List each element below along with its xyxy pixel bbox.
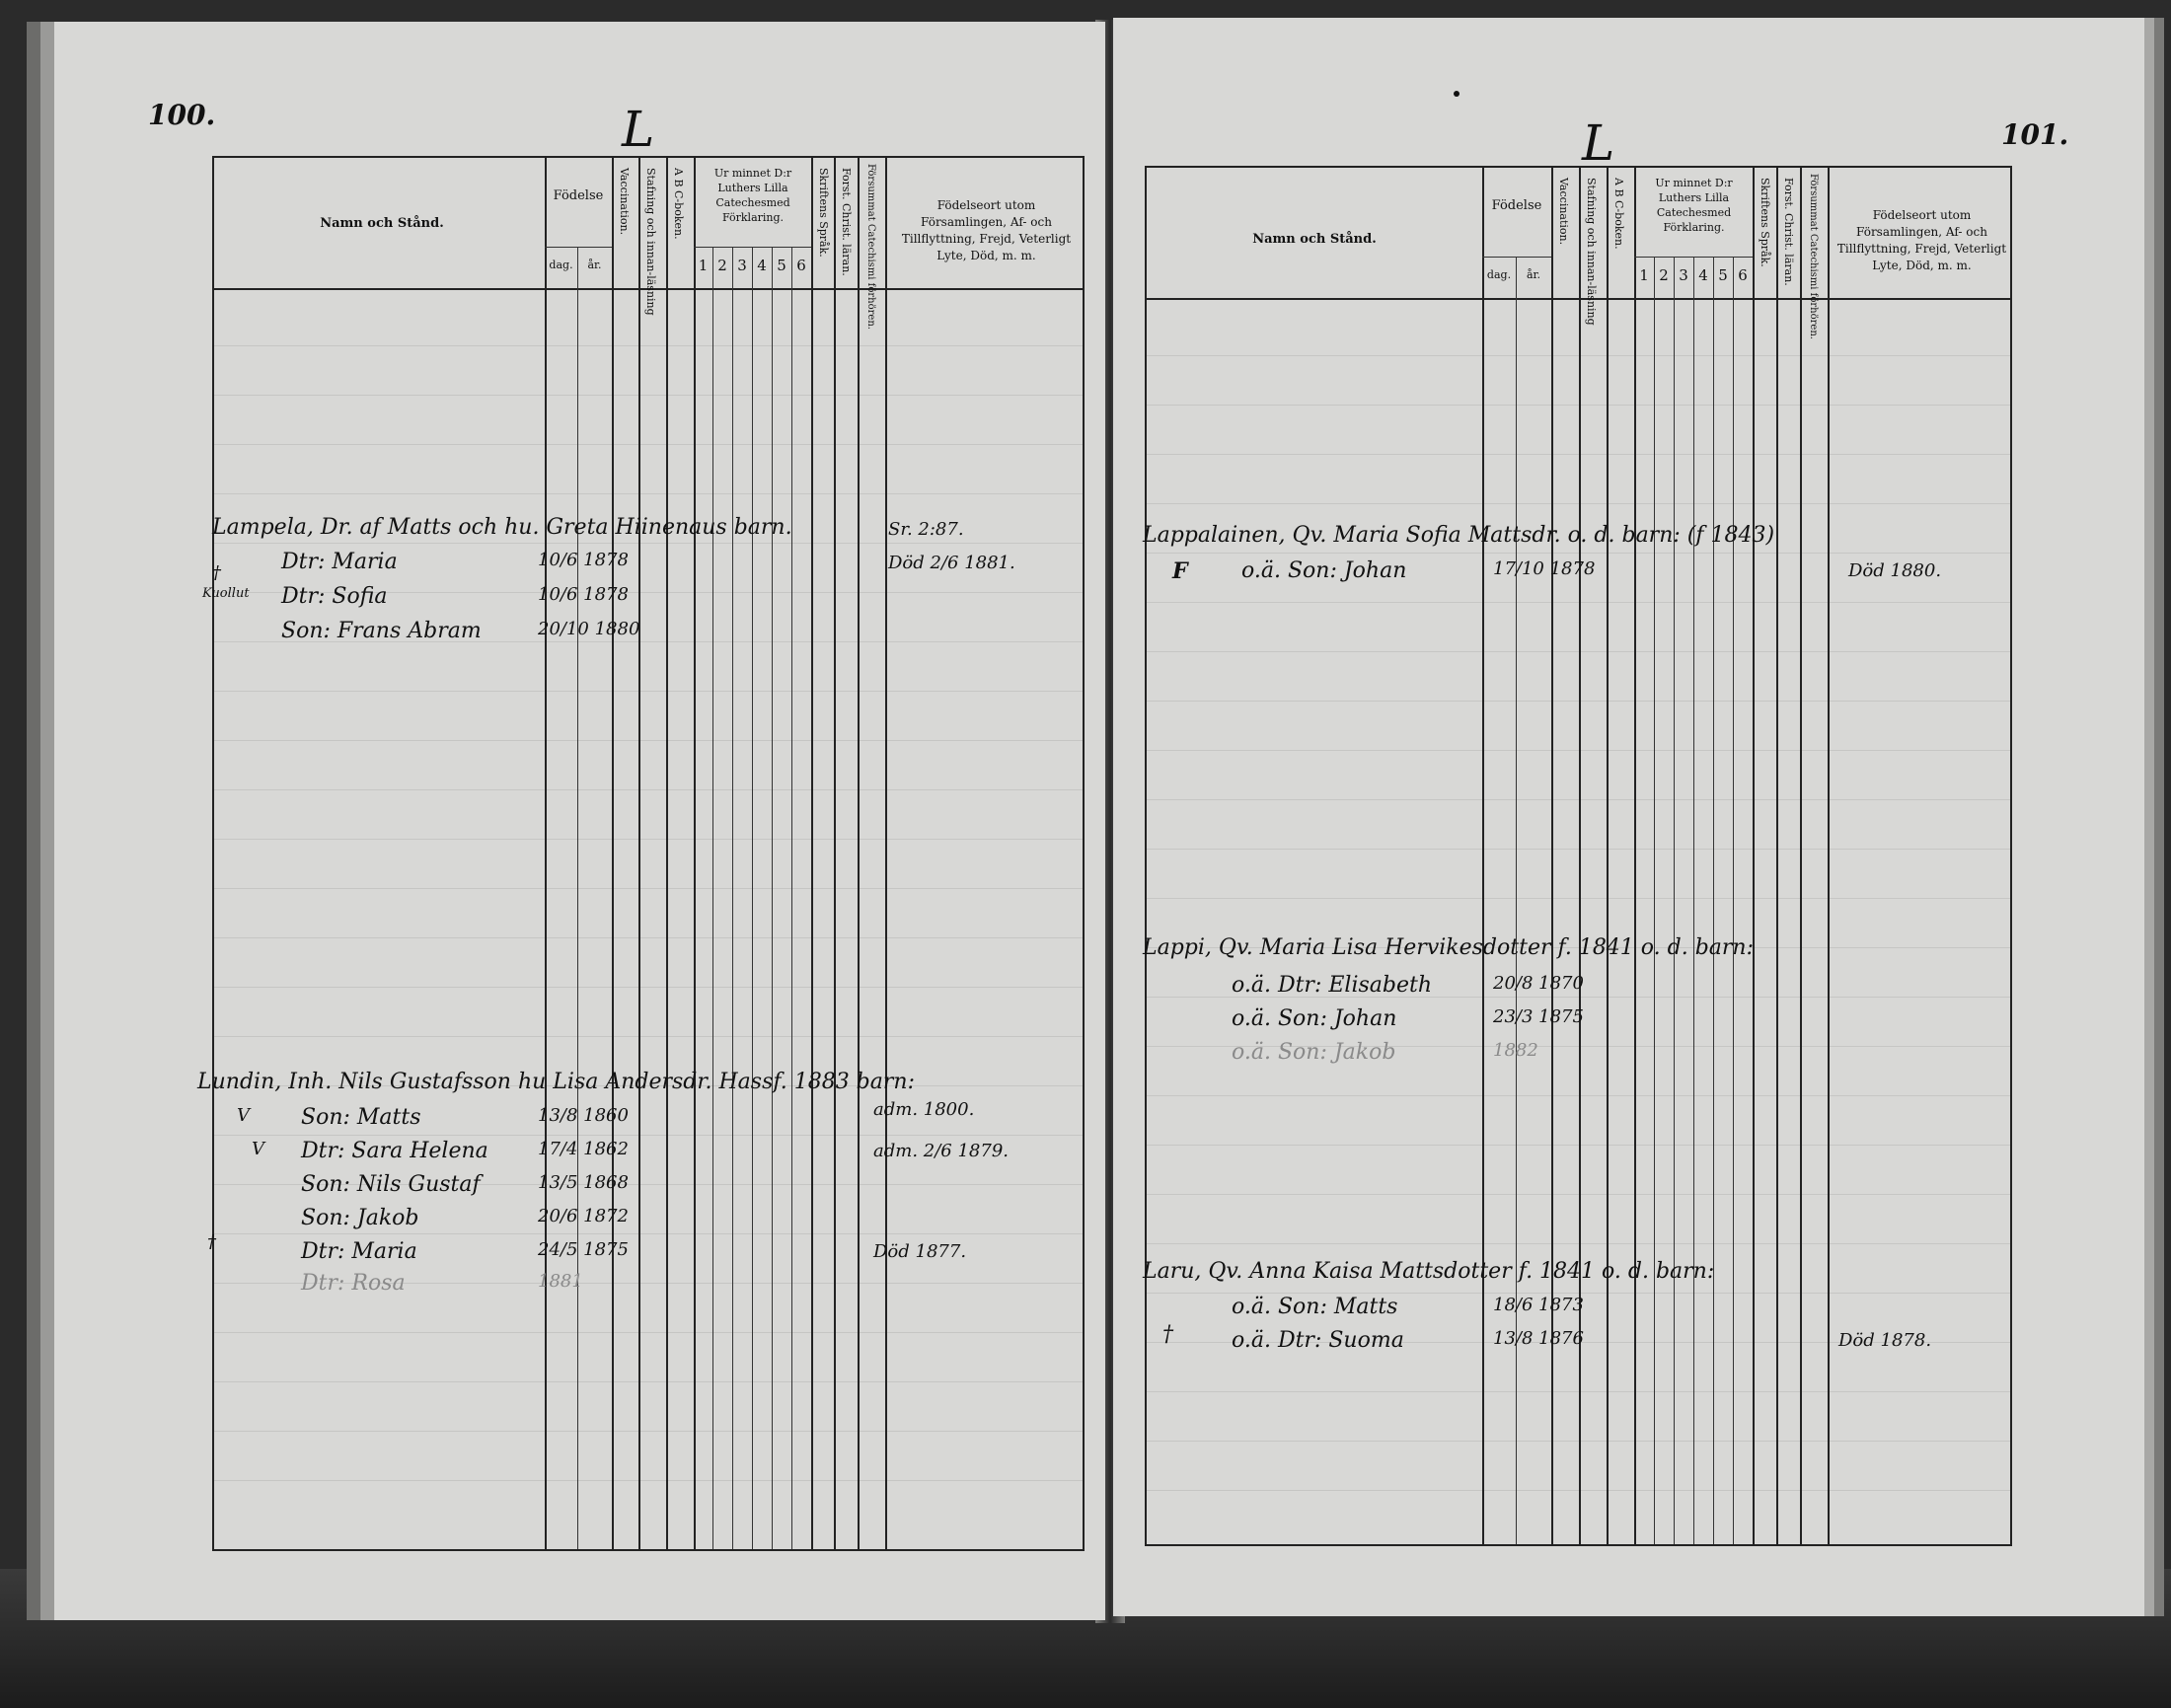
entry-dates: 20/8 1870 xyxy=(1493,973,1584,994)
header-christian: Forst. Christ. läran. xyxy=(1782,178,1795,286)
cat-num: 5 xyxy=(777,257,786,274)
header-neglect: Försummat Catechismi förhören. xyxy=(865,164,876,330)
entry-family-head: Laru, Qv. Anna Kaisa Mattsdotter f. 1841 o. d. barn: xyxy=(1143,1259,1715,1284)
margin-mark: V xyxy=(252,1139,264,1159)
entry-note: Sr. 2:87. xyxy=(888,519,964,540)
header-vaccination: Vaccination. xyxy=(1557,178,1570,246)
entry-member: o.ä. Son: Johan xyxy=(1241,558,1407,583)
header-reading: Stafning och innan-läsning xyxy=(1585,178,1598,326)
header-neglect: Försummat Catechismi förhören. xyxy=(1808,174,1819,339)
cat-num: 3 xyxy=(737,257,747,274)
cat-num: 4 xyxy=(1698,266,1708,284)
header-birth-day: dag. xyxy=(549,259,573,271)
cat-num: 1 xyxy=(1639,266,1649,284)
cat-num: 4 xyxy=(757,257,767,274)
section-letter: L xyxy=(622,101,655,158)
entry-member: Dtr: Rosa xyxy=(301,1271,406,1296)
header-notes: Födelseort utom Församlingen, Af- och Tillflyttning, Frejd, Veterligt Lyte, Död, m. m. xyxy=(901,198,1072,262)
entry-dates: 24/5 1875 xyxy=(538,1239,629,1260)
margin-mark: F xyxy=(1172,558,1188,584)
entry-family-head: Lampela, Dr. af Matts och hu. Greta Hiinenaus barn. xyxy=(212,515,792,540)
entry-dates: 1882 xyxy=(1493,1040,1538,1061)
catechism-numbers xyxy=(1634,266,1753,284)
entry-member: Dtr: Maria xyxy=(281,550,398,574)
header-birth-year: år. xyxy=(1526,268,1541,281)
entry-member: Dtr: Maria xyxy=(301,1239,417,1264)
right-page xyxy=(1113,18,2144,1616)
cat-num: 3 xyxy=(1679,266,1688,284)
margin-mark: † xyxy=(212,562,221,583)
entry-note: Död 1877. xyxy=(873,1241,967,1262)
entry-dates: 13/5 1868 xyxy=(538,1172,629,1193)
left-page xyxy=(54,22,1105,1620)
page-number: 100. xyxy=(148,99,216,131)
register-table xyxy=(212,156,1085,1551)
cat-num: 6 xyxy=(1738,266,1748,284)
entry-note: adm. 1800. xyxy=(873,1099,975,1120)
entry-dates: 17/10 1878 xyxy=(1493,558,1596,579)
entry-dates: 10/6 1878 xyxy=(538,550,629,570)
header-scripture: Skriftens Språk. xyxy=(1759,178,1771,267)
margin-mark: V xyxy=(237,1105,250,1126)
header-birth-day: dag. xyxy=(1486,268,1512,281)
entry-family-head: Lappalainen, Qv. Maria Sofia Mattsdr. o. d. barn: (f 1843) xyxy=(1143,523,1775,548)
header-vaccination: Vaccination. xyxy=(618,168,631,236)
entry-dates: 20/6 1872 xyxy=(538,1206,629,1226)
header-catechism: Ur minnet D:r Luthers Lilla Catechesmed Förklaring. xyxy=(1655,177,1733,234)
header-notes: Födelseort utom Församlingen, Af- och Tillflyttning, Frejd, Veterligt Lyte, Död, m. m. xyxy=(1836,208,2007,272)
header-abc: A B C-boken. xyxy=(1612,178,1625,250)
margin-mark: † xyxy=(207,1231,216,1252)
header-birth-year: år. xyxy=(587,259,602,271)
entry-dates: 20/10 1880 xyxy=(538,619,640,639)
entry-note: Död 1878. xyxy=(1838,1330,1932,1351)
entry-note: Död 2/6 1881. xyxy=(888,553,1015,573)
entry-member: o.ä. Son: Johan xyxy=(1232,1006,1397,1031)
entry-member: Dtr: Sofia xyxy=(281,584,388,609)
entry-dates: 1881 xyxy=(538,1271,583,1292)
entry-note: Död 1880. xyxy=(1848,560,1942,581)
entry-member: o.ä. Dtr: Elisabeth xyxy=(1232,973,1433,998)
header-catechism: Ur minnet D:r Luthers Lilla Catechesmed Förklaring. xyxy=(713,167,792,224)
cat-num: 6 xyxy=(796,257,806,274)
entry-dates: 13/8 1876 xyxy=(1493,1328,1584,1349)
entry-dates: 23/3 1875 xyxy=(1493,1006,1584,1027)
header-name: Namn och Stånd. xyxy=(320,216,444,231)
cat-num: 2 xyxy=(1659,266,1669,284)
page-number: 101. xyxy=(2001,118,2069,151)
cat-num: 1 xyxy=(698,257,709,274)
header-name: Namn och Stånd. xyxy=(1252,232,1377,247)
cat-num: 2 xyxy=(717,257,727,274)
margin-mark: † xyxy=(1162,1322,1173,1347)
header-christian: Forst. Christ. läran. xyxy=(840,168,853,276)
entry-member: Son: Frans Abram xyxy=(281,619,482,643)
cat-num: 5 xyxy=(1718,266,1728,284)
ink-dot xyxy=(1454,91,1460,97)
entry-dates: 10/6 1878 xyxy=(538,584,629,605)
catechism-numbers xyxy=(694,257,811,274)
entry-member: Son: Nils Gustaf xyxy=(301,1172,481,1197)
entry-family-head: Lappi, Qv. Maria Lisa Hervikesdotter f. 1841 o. d. barn: xyxy=(1143,935,1755,960)
entry-family-head: Lundin, Inh. Nils Gustafsson hu Lisa Andersdr. Hassf. 1883 barn: xyxy=(197,1070,915,1094)
header-reading: Stafning och innan-läsning xyxy=(644,168,657,316)
margin-mark: Kuollut xyxy=(202,586,250,601)
entry-dates: 18/6 1873 xyxy=(1493,1295,1584,1315)
entry-member: o.ä. Dtr: Suoma xyxy=(1232,1328,1404,1353)
entry-member: Son: Matts xyxy=(301,1105,421,1130)
section-letter: L xyxy=(1582,114,1615,172)
header-birth: Födelse xyxy=(553,188,604,203)
entry-member: Dtr: Sara Helena xyxy=(301,1139,488,1163)
entry-member: o.ä. Son: Jakob xyxy=(1232,1040,1396,1065)
header-scripture: Skriftens Språk. xyxy=(817,168,830,258)
entry-member: o.ä. Son: Matts xyxy=(1232,1295,1398,1319)
entry-dates: 17/4 1862 xyxy=(538,1139,629,1159)
entry-dates: 13/8 1860 xyxy=(538,1105,629,1126)
header-abc: A B C-boken. xyxy=(672,168,685,240)
entry-note: adm. 2/6 1879. xyxy=(873,1141,1009,1161)
header-birth: Födelse xyxy=(1491,198,1542,213)
entry-member: Son: Jakob xyxy=(301,1206,419,1230)
